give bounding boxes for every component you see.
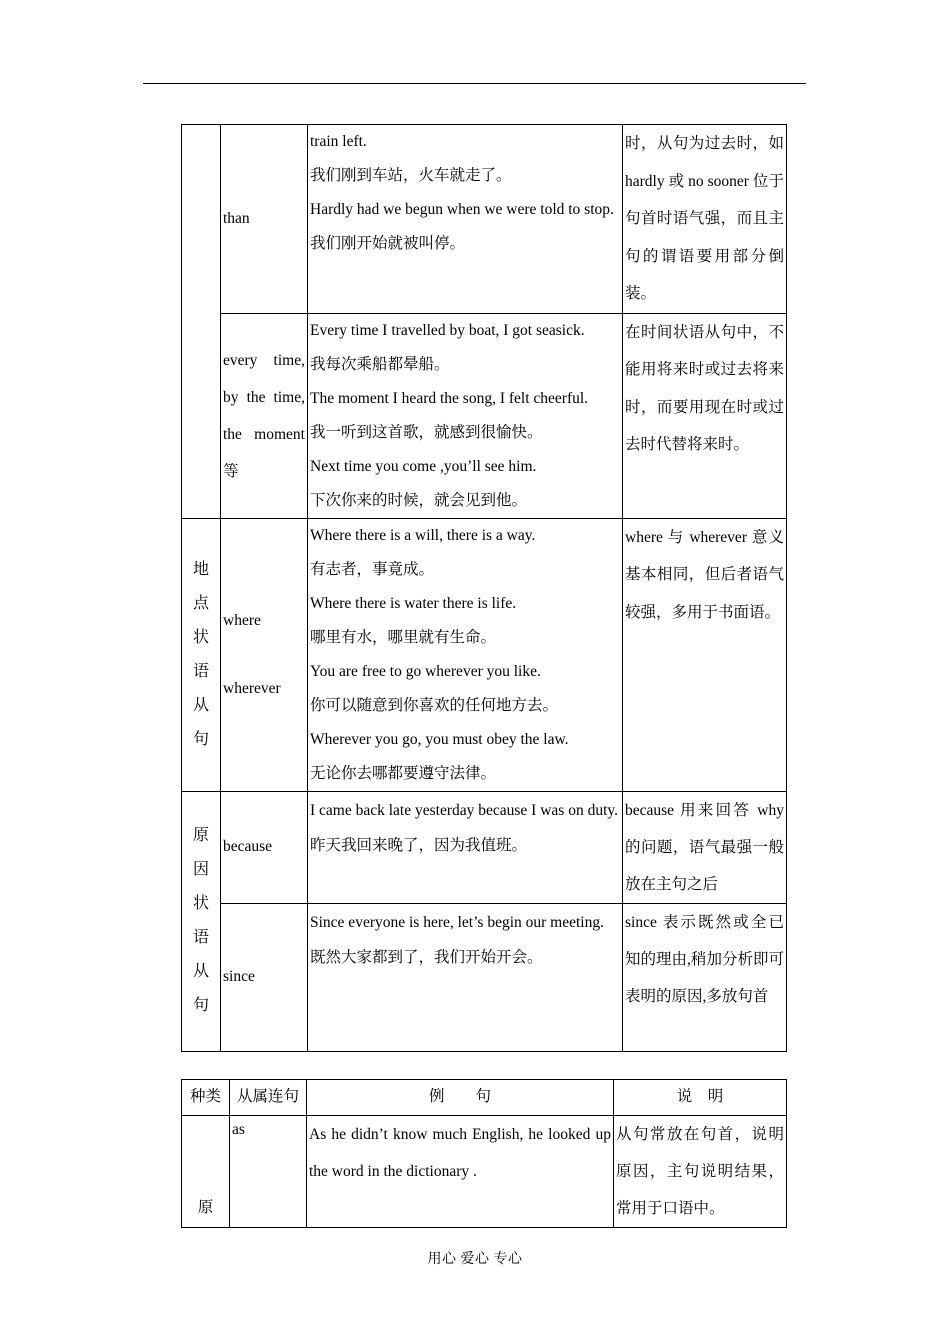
header-note: 说 明 [614,1080,787,1116]
example-cn: 昨天我回来晚了，因为我值班。 [310,836,528,854]
category-cell-time [182,125,221,519]
example-cn: 有志者，事竟成。 [310,560,435,578]
example-en: Next time you come ,you’ll see him. [310,457,537,475]
category-char: 语 [192,662,209,680]
category-char: 句 [192,997,209,1014]
header-conjunction: 从属连句 [230,1080,307,1116]
conjunction-cell [221,903,308,1051]
table-row [182,518,787,791]
table-row [182,125,787,314]
conjunction-cell [221,518,308,791]
reason-clause-table [181,1079,787,1228]
example-en: Hardly had we begun when we were told to stop. [310,201,614,218]
table-row [182,1116,787,1228]
adverbial-clause-table [181,124,787,1052]
example-en: Since everyone is here, let’s begin our meeting. [310,913,604,931]
header-category: 种类 [182,1080,230,1116]
example-cn: 无论你去哪都要遵守法律。 [310,764,497,782]
conjunction-cell: every time, by the time, the moment 等 [221,313,308,518]
table-row [182,791,787,903]
note-cell: because 用来回答 why 的问题，语气最强一般放在主句之后 [623,791,787,903]
example-en: I came back late yesterday because I was on duty. [310,801,618,819]
category-char: 状 [192,628,209,646]
category-cell-place [182,518,221,791]
example-cn: 哪里有水，哪里就有生命。 [310,628,497,646]
example-en: Every time I travelled by boat, I got seasick. [310,321,585,339]
conjunction-cell: as [230,1116,307,1228]
example-cell [308,125,623,314]
example-cn: 我们刚开始就被叫停。 [310,235,466,252]
conjunction-text: because [223,838,273,855]
example-cn: 既然大家都到了，我们开始开会。 [310,948,543,966]
note-cell: 从句常放在句首，说明原因，主句说明结果，常用于口语中。 [614,1116,787,1228]
category-char: 句 [192,730,209,748]
category-char: 状 [192,895,209,912]
example-en: The moment I heard the song, I felt cheerful. [310,389,589,407]
table-row [182,903,787,1051]
example-cn: 我们刚到车站，火车就走了。 [310,167,512,184]
example-cn: 你可以随意到你喜欢的任何地方去。 [310,696,559,714]
header-rule [143,83,806,84]
example-en: Wherever you go, you must obey the law. [310,730,569,748]
category-char: 原 [192,827,209,844]
note-cell: where 与 wherever 意义基本相同，但后者语气较强，多用于书面语。 [623,518,787,791]
example-en: You are free to go wherever you like. [310,662,541,680]
category-char: 点 [192,594,209,612]
conjunction-text: than [223,209,250,227]
category-char: 地 [192,560,209,578]
header-example: 例 句 [307,1080,614,1116]
conjunction-text: since [223,968,255,985]
table-row [182,313,787,518]
example-cell [308,903,623,1051]
category-cell-reason [182,791,221,1051]
conjunction-cell [221,125,308,314]
category-cell: 原 [182,1116,230,1228]
example-en: Where there is water there is life. [310,594,517,612]
example-cn: 我每次乘船都晕船。 [310,355,450,373]
conjunction-text: where [223,611,261,629]
category-char: 从 [192,696,209,714]
example-cell: As he didn’t know much English, he looked up the word in the dictionary . [307,1116,614,1228]
note-cell: 在时间状语从句中，不能用将来时或过去将来时，而要用现在时或过去时代替将来时。 [623,313,787,518]
category-char: 从 [192,963,209,980]
note-cell: since 表示既然或全已知的理由,稍加分析即可表明的原因,多放句首 [623,903,787,1051]
table-header-row [182,1080,787,1116]
note-cell: 时，从句为过去时，如hardly 或 no sooner 位于句首时语气强，而且主句的谓语要用部分倒装。 [623,125,787,314]
example-cell [308,313,623,518]
category-char: 语 [192,929,209,946]
conjunction-cell [221,791,308,903]
page-footer: 用心 爱心 专心 [427,1252,523,1267]
conjunction-text: wherever [223,679,281,697]
category-char: 因 [192,861,209,878]
example-cell [308,518,623,791]
example-en: train left. [310,133,367,150]
example-en: Where there is a will, there is a way. [310,526,536,544]
example-cn: 下次你来的时候，就会见到他。 [310,491,528,509]
example-cn: 我一听到这首歌，就感到很愉快。 [310,423,543,441]
example-cell [308,791,623,903]
